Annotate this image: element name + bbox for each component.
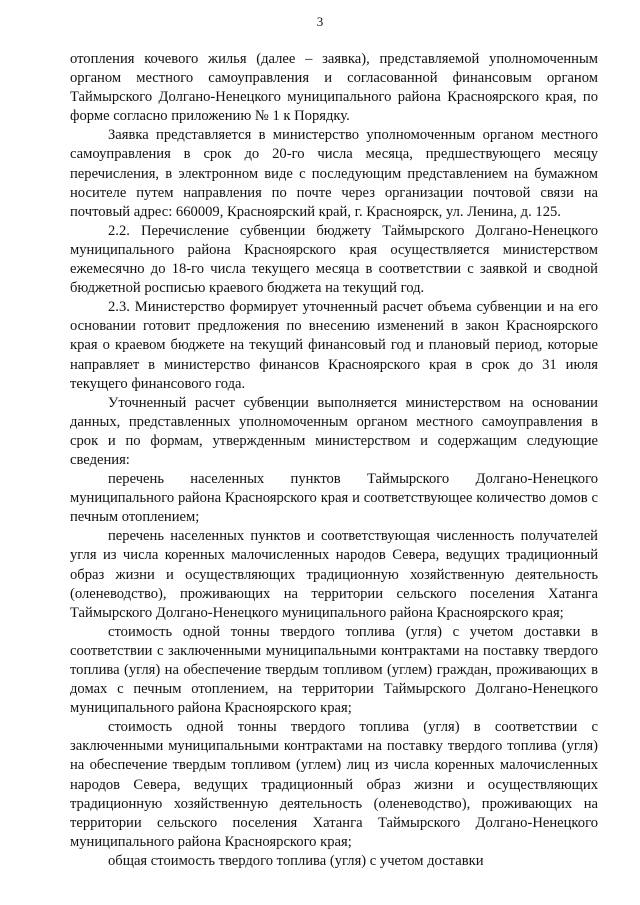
list-item-settlements: перечень населенных пунктов Таймырского Долгано-Ненецкого муниципального района Красноярского края и соответствующее количество домов с печным отоплением; (70, 471, 598, 526)
paragraph-2-3-recalculation: 2.3. Министерство формирует уточненный расчет объема субвенции и на его основании готовит предложения по внесению изменений в закон Красноярского края о краевом бюджете на текущий финансовый год и плановый период, которые направляет в министерство финансов Красноярского края в срок до 31 июля текущего финансового года. (70, 299, 598, 392)
list-item-coal-cost-delivery: стоимость одной тонны твердого топлива (угля) с учетом доставки в соответствии с заключенными муниципальными контрактами на поставку твердого топлива (угля) на обеспечение твердым топливом (углем) граждан, проживающих в домах с печным отоплением, на территории Таймырского Долгано-Ненецкого муниципального района Красноярского края; (70, 623, 598, 717)
paragraph-2-2-transfer: 2.2. Перечисление субвенции бюджету Таймырского Долгано-Ненецкого муниципального района Красноярского края осуществляется министерством ежемесячно до 18-го числа текущего месяца в соответствии с заявкой и сводной бюджетной росписью краевого бюджета на текущий год. (70, 222, 598, 297)
paragraph-application-submission: Заявка представляется в министерство уполномоченным органом местного самоуправления в срок до 20-го числа месяца, предшествующего месяцу перечисления, в электронном виде с последующим представлением на бумажном носителе путем направления по почте через организации почтовой связи на почтовый адрес: 660009, Красноярский край, г. Красноярск, ул. Ленина, д. 125. (70, 127, 598, 220)
page-number: 3 (316, 14, 324, 29)
paragraph-recalculation-data: Уточненный расчет субвенции выполняется министерством на основании данных, представленных уполномоченным органом местного самоуправления в срок и по формам, утвержденным министерством и содержащим следующие сведения: (70, 394, 598, 468)
list-item-recipients: перечень населенных пунктов и соответствующая численность получателей угля из числа коренных малочисленных народов Севера, ведущих традиционный образ жизни и осуществляющих традиционную хозяйственную деятельность (оленеводство), проживающих на территории сельского поселения Хатанга Таймырского Долгано-Ненецкого муниципального района Красноярского края; (70, 528, 598, 621)
body-text (70, 50, 598, 871)
list-item-total-cost: общая стоимость твердого топлива (угля) с учетом доставки (108, 852, 484, 869)
paragraph-application-continuation: отопления кочевого жилья (далее – заявка), представляемой уполномоченным органом местного самоуправления и согласованной финансовым органом Таймырского Долгано-Ненецкого муниципального района Красноярского края, по форме согласно приложению № 1 к Порядку. (70, 51, 598, 125)
list-item-coal-cost-indigenous: стоимость одной тонны твердого топлива (угля) в соответствии с заключенными муниципальными контрактами на поставку твердого топлива (угля) на обеспечение твердым топливом (углем) лиц из числа коренных малочисленных народов Севера, ведущих традиционный образ жизни и осуществляющих традиционную хозяйственную деятельность (оленеводство), проживающих на территории сельского поселения Хатанга Таймырского Долгано-Ненецкого муниципального района Красноярского края; (70, 719, 598, 850)
